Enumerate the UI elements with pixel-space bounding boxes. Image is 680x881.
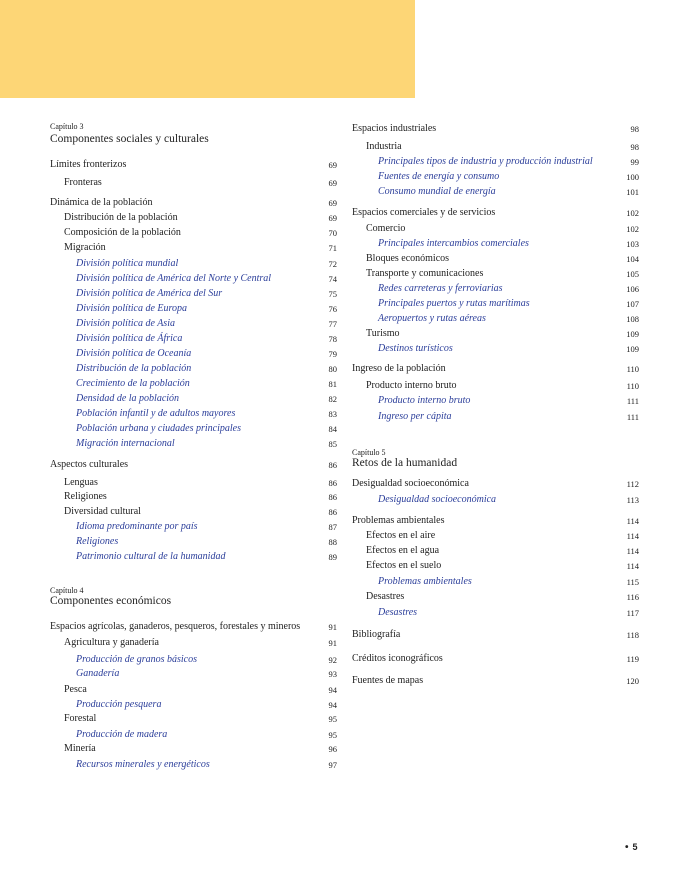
toc-entry-label: División política mundial bbox=[76, 258, 179, 269]
toc-entry-label: Población urbana y ciudades principales bbox=[76, 423, 241, 434]
toc-entry bbox=[50, 226, 337, 240]
toc-entry-page: 69 bbox=[328, 160, 337, 170]
toc-entry-label: Distribución de la población bbox=[76, 363, 192, 374]
toc-entry-page: 95 bbox=[328, 714, 337, 724]
toc-entry-label: Producto interno bruto bbox=[378, 395, 471, 406]
toc-entry-page: 111 bbox=[626, 396, 639, 406]
toc-entry-page: 92 bbox=[328, 655, 337, 665]
toc-entry-label: Espacios comerciales y de servicios bbox=[352, 207, 496, 218]
toc-entry-label: Destinos turísticos bbox=[378, 343, 453, 354]
toc-entry bbox=[352, 477, 639, 491]
toc-entry bbox=[50, 211, 337, 225]
toc-entry-label: División política de Oceanía bbox=[76, 348, 192, 359]
toc-entry-page: 69 bbox=[328, 213, 337, 223]
toc-entry-page: 114 bbox=[626, 531, 639, 541]
toc-entry-label: División política de América del Norte y Central bbox=[76, 273, 272, 284]
chapter-title: Componentes económicos bbox=[50, 595, 172, 607]
toc-entry-label: Desigualdad socioeconómica bbox=[352, 478, 469, 489]
toc-entry-label: Principales intercambios comerciales bbox=[378, 238, 529, 249]
toc-entry-page: 85 bbox=[328, 439, 337, 449]
toc-entry bbox=[50, 241, 337, 255]
toc-entry-page: 114 bbox=[626, 561, 639, 571]
toc-entry-label: Desastres bbox=[378, 607, 418, 618]
toc-entry-label: Efectos en el suelo bbox=[366, 560, 442, 571]
toc-entry-label: Migración internacional bbox=[76, 438, 175, 449]
toc-entry bbox=[50, 287, 337, 301]
toc-entry-label: División política de Asia bbox=[76, 318, 175, 329]
toc-entry-page: 91 bbox=[328, 622, 337, 632]
toc-entry-label: Dinámica de la población bbox=[50, 197, 153, 208]
toc-entry-label: Producción pesquera bbox=[76, 699, 162, 710]
toc-entry-label: Créditos iconográficos bbox=[352, 653, 443, 664]
toc-entry-page: 69 bbox=[328, 178, 337, 188]
toc-entry bbox=[50, 257, 337, 271]
toc-entry bbox=[352, 529, 639, 543]
toc-entry-page: 103 bbox=[626, 239, 639, 249]
chapter-title: Componentes sociales y culturales bbox=[50, 133, 209, 145]
toc-entry-label: Densidad de la población bbox=[76, 393, 180, 404]
toc-entry-label: Fuentes de energía y consumo bbox=[378, 171, 500, 182]
toc-entry bbox=[50, 728, 337, 742]
toc-entry-page: 93 bbox=[328, 669, 337, 679]
toc-entry bbox=[352, 410, 639, 424]
toc-entry bbox=[50, 437, 337, 451]
toc-entry bbox=[50, 505, 337, 519]
toc-entry-label: Patrimonio cultural de la humanidad bbox=[76, 551, 226, 562]
toc-entry-label: Problemas ambientales bbox=[352, 515, 445, 526]
toc-entry-label: Pesca bbox=[64, 684, 87, 695]
toc-entry-label: Comercio bbox=[366, 223, 406, 234]
toc-entry-page: 95 bbox=[328, 730, 337, 740]
toc-entry-label: Espacios agrícolas, ganaderos, pesqueros, forestales y mineros bbox=[50, 621, 301, 632]
toc-entry bbox=[352, 222, 639, 236]
toc-entry-label: Bloques económicos bbox=[366, 253, 450, 264]
toc-entry-label: Desastres bbox=[366, 591, 405, 602]
toc-entry-page: 97 bbox=[328, 760, 337, 770]
toc-entry-page: 88 bbox=[328, 537, 337, 547]
toc-entry bbox=[50, 302, 337, 316]
toc-entry-label: Minería bbox=[64, 743, 96, 754]
toc-entry bbox=[352, 362, 639, 376]
toc-entry-page: 74 bbox=[328, 274, 337, 284]
toc-entry-page: 102 bbox=[626, 224, 639, 234]
toc-entry-label: Idioma predominante por país bbox=[76, 521, 198, 532]
toc-entry bbox=[352, 312, 639, 326]
toc-entry bbox=[352, 252, 639, 266]
toc-entry bbox=[50, 317, 337, 331]
toc-entry bbox=[50, 683, 337, 697]
toc-entry-page: 116 bbox=[626, 592, 639, 602]
toc-entry-page: 86 bbox=[328, 460, 337, 470]
toc-entry-page: 105 bbox=[626, 269, 639, 279]
toc-entry bbox=[50, 458, 337, 472]
toc-entry-label: Ganadería bbox=[76, 668, 120, 679]
toc-entry-label: Efectos en el agua bbox=[366, 545, 440, 556]
toc-entry-page: 115 bbox=[626, 577, 639, 587]
page-folio bbox=[625, 842, 638, 853]
toc-entry bbox=[352, 394, 639, 408]
toc-entry-label: Redes carreteras y ferroviarias bbox=[378, 283, 503, 294]
toc-entry bbox=[50, 377, 337, 391]
toc-entry-page: 79 bbox=[328, 349, 337, 359]
toc-entry-page: 98 bbox=[630, 142, 639, 152]
toc-entry-label: Turismo bbox=[366, 328, 400, 339]
toc-entry-label: Religiones bbox=[64, 491, 107, 502]
toc-entry bbox=[352, 674, 639, 688]
toc-entry-page: 70 bbox=[328, 228, 337, 238]
toc-entry bbox=[50, 347, 337, 361]
toc-entry-page: 113 bbox=[626, 495, 639, 505]
toc-entry-page: 84 bbox=[328, 424, 337, 434]
toc-entry-page: 80 bbox=[328, 364, 337, 374]
toc-entry-page: 114 bbox=[626, 516, 639, 526]
toc-entry-label: Ingreso de la población bbox=[352, 363, 446, 374]
toc-entry bbox=[352, 122, 639, 136]
toc-entry bbox=[50, 158, 337, 172]
toc-entry bbox=[50, 758, 337, 772]
chapter-label: Capítulo 3 bbox=[50, 122, 84, 131]
toc-entry-page: 94 bbox=[328, 700, 337, 710]
toc-entry-page: 111 bbox=[626, 412, 639, 422]
toc-entry bbox=[50, 535, 337, 549]
toc-entry bbox=[352, 155, 639, 169]
toc-entry-page: 109 bbox=[626, 329, 639, 339]
toc-entry-label: Diversidad cultural bbox=[64, 506, 141, 517]
toc-entry-label: Consumo mundial de energía bbox=[378, 186, 496, 197]
toc-entry-page: 102 bbox=[626, 208, 639, 218]
toc-entry bbox=[50, 476, 337, 490]
toc-entry bbox=[50, 272, 337, 286]
toc-entry-page: 99 bbox=[630, 157, 639, 167]
toc-entry-label: Efectos en el aire bbox=[366, 530, 436, 541]
page-number: 5 bbox=[632, 842, 638, 852]
toc-entry bbox=[50, 422, 337, 436]
toc-entry-label: Aeropuertos y rutas aéreas bbox=[378, 313, 486, 324]
toc-entry-page: 81 bbox=[328, 379, 337, 389]
toc-entry-label: Forestal bbox=[64, 713, 97, 724]
toc-entry-label: Límites fronterizos bbox=[50, 159, 127, 170]
toc-entry bbox=[352, 514, 639, 528]
toc-entry-label: Aspectos culturales bbox=[50, 459, 129, 470]
toc-entry-label: Lenguas bbox=[64, 477, 98, 488]
toc-entry-label: División política de África bbox=[76, 333, 183, 344]
toc-entry bbox=[352, 185, 639, 199]
toc-entry-page: 109 bbox=[626, 344, 639, 354]
toc-entry bbox=[50, 620, 337, 634]
toc-entry-label: Producción de madera bbox=[76, 729, 168, 740]
toc-entry bbox=[352, 606, 639, 620]
toc-entry-label: Migración bbox=[64, 242, 106, 253]
toc-entry-page: 82 bbox=[328, 394, 337, 404]
toc-entry-label: Desigualdad socioeconómica bbox=[378, 494, 497, 505]
toc-entry bbox=[50, 362, 337, 376]
toc-entry bbox=[50, 712, 337, 726]
toc-entry-label: Industria bbox=[366, 141, 402, 152]
toc-entry bbox=[50, 490, 337, 504]
toc-entry-page: 107 bbox=[626, 299, 639, 309]
toc-entry bbox=[50, 392, 337, 406]
toc-entry bbox=[50, 653, 337, 667]
toc-entry-page: 76 bbox=[328, 304, 337, 314]
toc-entry-label: Transporte y comunicaciones bbox=[366, 268, 484, 279]
toc-entry bbox=[50, 407, 337, 421]
toc-entry-page: 89 bbox=[328, 552, 337, 562]
toc-entry-label: Ingreso per cápita bbox=[378, 411, 452, 422]
toc-entry-label: Población infantil y de adultos mayores bbox=[76, 408, 236, 419]
toc-entry bbox=[50, 636, 337, 650]
toc-entry-page: 110 bbox=[626, 364, 639, 374]
chapter-label: Capítulo 5 bbox=[352, 448, 386, 457]
toc-entry-label: Bibliografía bbox=[352, 629, 401, 640]
toc-entry-label: Espacios industriales bbox=[352, 123, 437, 134]
toc-entry bbox=[352, 170, 639, 184]
toc-entry bbox=[50, 196, 337, 210]
toc-entry bbox=[50, 550, 337, 564]
toc-entry bbox=[352, 140, 639, 154]
toc-entry bbox=[352, 559, 639, 573]
header-color-band bbox=[0, 0, 415, 98]
toc-entry bbox=[50, 698, 337, 712]
toc-entry bbox=[352, 493, 639, 507]
toc-entry-page: 83 bbox=[328, 409, 337, 419]
toc-entry-page: 119 bbox=[626, 654, 639, 664]
toc-entry-page: 72 bbox=[328, 259, 337, 269]
toc-entry-label: División política de América del Sur bbox=[76, 288, 223, 299]
toc-entry-label: Religiones bbox=[76, 536, 119, 547]
bullet-icon: • bbox=[625, 842, 629, 853]
toc-entry-label: Fuentes de mapas bbox=[352, 675, 424, 686]
toc-entry bbox=[50, 520, 337, 534]
toc-entry-page: 110 bbox=[626, 381, 639, 391]
toc-entry-label: Agricultura y ganadería bbox=[64, 637, 159, 648]
toc-entry bbox=[352, 379, 639, 393]
toc-entry bbox=[352, 297, 639, 311]
toc-entry bbox=[352, 237, 639, 251]
toc-entry bbox=[352, 544, 639, 558]
toc-entry bbox=[50, 742, 337, 756]
toc-entry-label: Crecimiento de la población bbox=[76, 378, 190, 389]
toc-entry-label: División política de Europa bbox=[76, 303, 188, 314]
chapter-label: Capítulo 4 bbox=[50, 586, 84, 595]
toc-entry bbox=[50, 176, 337, 190]
toc-entry bbox=[50, 332, 337, 346]
toc-entry-label: Composición de la población bbox=[64, 227, 181, 238]
toc-entry-page: 71 bbox=[328, 243, 337, 253]
toc-entry bbox=[352, 267, 639, 281]
toc-entry-page: 117 bbox=[626, 608, 639, 618]
toc-entry-page: 78 bbox=[328, 334, 337, 344]
toc-entry-page: 100 bbox=[626, 172, 639, 182]
toc-entry-page: 96 bbox=[328, 744, 337, 754]
toc-entry bbox=[352, 342, 639, 356]
toc-entry-label: Distribución de la población bbox=[64, 212, 178, 223]
toc-entry bbox=[352, 206, 639, 220]
toc-entry bbox=[50, 667, 337, 681]
toc-entry-label: Producción de granos básicos bbox=[76, 654, 198, 665]
toc-entry bbox=[352, 575, 639, 589]
toc-entry-page: 69 bbox=[328, 198, 337, 208]
toc-entry-label: Principales puertos y rutas marítimas bbox=[378, 298, 530, 309]
toc-entry-page: 112 bbox=[626, 479, 639, 489]
toc-entry bbox=[352, 327, 639, 341]
toc-entry-label: Principales tipos de industria y producción industrial bbox=[378, 156, 593, 167]
toc-entry-page: 106 bbox=[626, 284, 639, 294]
toc-entry bbox=[352, 652, 639, 666]
toc-entry-page: 104 bbox=[626, 254, 639, 264]
toc-entry-label: Recursos minerales y energéticos bbox=[76, 759, 210, 770]
chapter-title: Retos de la humanidad bbox=[352, 457, 458, 469]
toc-entry bbox=[352, 282, 639, 296]
toc-entry-label: Producto interno bruto bbox=[366, 380, 457, 391]
toc-entry-page: 87 bbox=[328, 522, 337, 532]
toc-entry bbox=[352, 590, 639, 604]
toc-entry bbox=[352, 628, 639, 642]
toc-entry-page: 108 bbox=[626, 314, 639, 324]
toc-entry-label: Problemas ambientales bbox=[378, 576, 472, 587]
toc-entry-page: 77 bbox=[328, 319, 337, 329]
toc-entry-page: 75 bbox=[328, 289, 337, 299]
toc-entry-label: Fronteras bbox=[64, 177, 102, 188]
toc-entry-page: 114 bbox=[626, 546, 639, 556]
toc-entry-page: 118 bbox=[626, 630, 639, 640]
toc-entry-page: 86 bbox=[328, 507, 337, 517]
toc-entry-page: 120 bbox=[626, 676, 639, 686]
toc-entry-page: 86 bbox=[328, 492, 337, 502]
toc-entry-page: 91 bbox=[328, 638, 337, 648]
toc-entry-page: 86 bbox=[328, 478, 337, 488]
toc-entry-page: 98 bbox=[630, 124, 639, 134]
toc-entry-page: 101 bbox=[626, 187, 639, 197]
toc-entry-page: 94 bbox=[328, 685, 337, 695]
